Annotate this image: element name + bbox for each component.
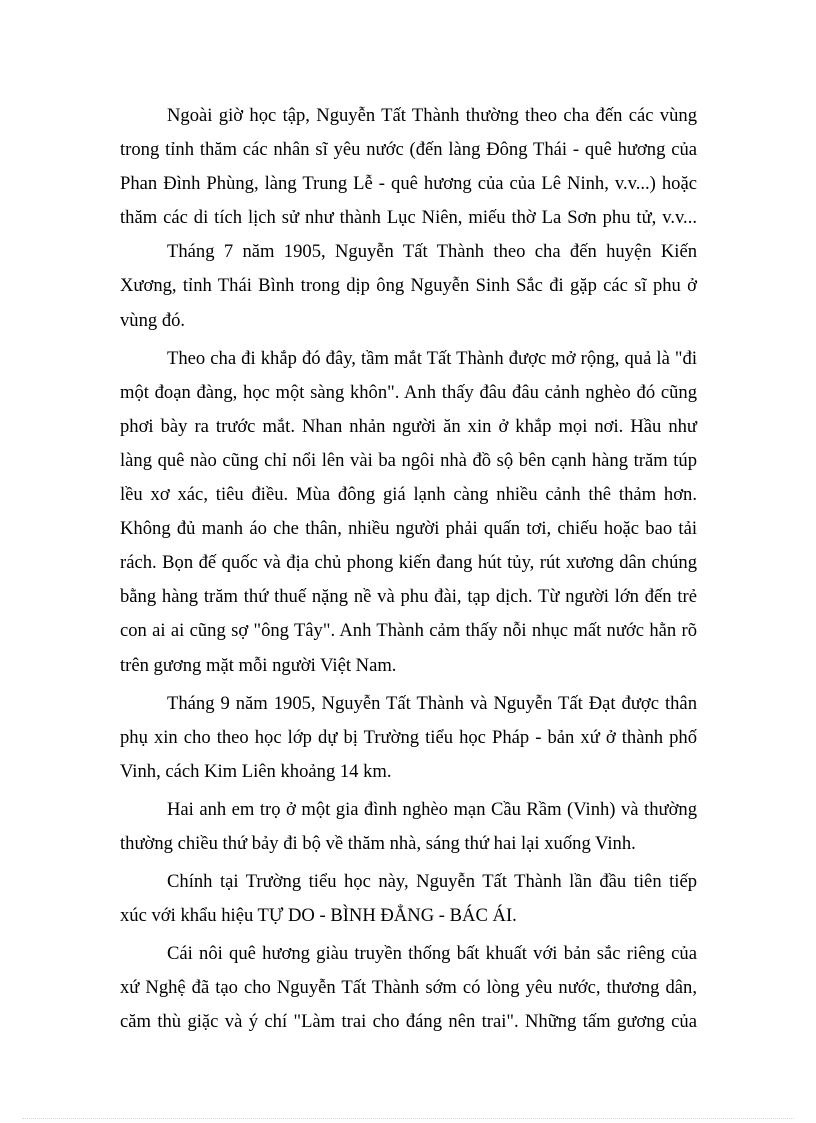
paragraph-line: Phan Đình Phùng, làng Trung Lễ - quê hương của của Lê Ninh, v.v...) hoặc: [120, 173, 697, 195]
page-bottom-edge: [22, 1118, 794, 1119]
paragraph-line: Vinh, cách Kim Liên khoảng 14 km.: [120, 760, 392, 782]
paragraph-5: [120, 793, 697, 861]
paragraph-line: trong tỉnh thăm các nhân sĩ yêu nước (đến làng Đông Thái - quê hương của: [120, 139, 697, 161]
paragraph-line: Xương, tỉnh Thái Bình trong dịp ông Nguyễn Sinh Sắc đi gặp các sĩ phu ở: [120, 275, 697, 297]
paragraph-line: một đoạn đàng, học một sàng khôn". Anh thấy đâu đâu cảnh nghèo đó cũng: [120, 381, 697, 403]
paragraph-line: Không đủ manh áo che thân, nhiều người phải quấn tơi, chiếu hoặc bao tải: [120, 518, 697, 540]
paragraph-line: xúc với khẩu hiệu TỰ DO - BÌNH ĐẲNG - BÁC ÁI.: [120, 905, 517, 927]
paragraph-line: vùng đó.: [120, 309, 186, 331]
paragraph-2: [120, 235, 697, 337]
paragraph-line: phơi bày ra trước mắt. Nhan nhản người ăn xin ở khắp mọi nơi. Hầu như: [120, 415, 697, 437]
paragraph-line: Chính tại Trường tiểu học này, Nguyễn Tất Thành lần đầu tiên tiếp: [167, 871, 697, 893]
paragraph-line: Cái nôi quê hương giàu truyền thống bất khuất với bản sắc riêng của: [167, 943, 697, 965]
paragraph-line: Tháng 7 năm 1905, Nguyễn Tất Thành theo cha đến huyện Kiến: [167, 241, 697, 263]
paragraph-line: Hai anh em trọ ở một gia đình nghèo mạn Cầu Rầm (Vinh) và thường: [167, 798, 697, 820]
paragraph-line: lều xơ xác, tiêu điều. Mùa đông giá lạnh càng nhiều cảnh thê thảm hơn.: [120, 484, 697, 506]
paragraph-line: bằng hàng trăm thứ thuế nặng nề và phu đài, tạp dịch. Từ người lớn đến trẻ: [120, 586, 697, 608]
paragraph-line: con ai ai cũng sợ "ông Tây". Anh Thành cảm thấy nỗi nhục mất nước hằn rõ: [120, 620, 697, 642]
paragraph-7: [120, 937, 697, 1039]
paragraph-line: xứ Nghệ đã tạo cho Nguyễn Tất Thành sớm có lòng yêu nước, thương dân,: [120, 977, 697, 999]
paragraph-1: [120, 99, 697, 235]
paragraph-line: Tháng 9 năm 1905, Nguyễn Tất Thành và Nguyễn Tất Đạt được thân: [167, 692, 697, 714]
paragraph-line: làng quê nào cũng chỉ nổi lên vài ba ngôi nhà đồ sộ bên cạnh hàng trăm túp: [120, 449, 697, 471]
paragraph-line: Theo cha đi khắp đó đây, tầm mắt Tất Thành được mở rộng, quả là "đi: [167, 347, 697, 369]
paragraph-4: [120, 687, 697, 789]
paragraph-3: [120, 342, 697, 683]
paragraph-line: thường chiều thứ bảy đi bộ về thăm nhà, sáng thứ hai lại xuống Vinh.: [120, 832, 636, 854]
paragraph-line: trên gương mặt mỗi người Việt Nam.: [120, 654, 397, 676]
paragraph-6: [120, 865, 697, 933]
paragraph-line: phụ xin cho theo học lớp dự bị Trường tiểu học Pháp - bản xứ ở thành phố: [120, 726, 697, 748]
paragraph-line: rách. Bọn đế quốc và địa chủ phong kiến đang hút tủy, rút xương dân chúng: [120, 552, 697, 574]
paragraph-line: căm thù giặc và ý chí "Làm trai cho đáng nên trai". Những tấm gương của: [120, 1011, 697, 1033]
paragraph-line: thăm các di tích lịch sử như thành Lục Niên, miếu thờ La Sơn phu tử, v.v...: [120, 207, 697, 229]
paragraph-line: Ngoài giờ học tập, Nguyễn Tất Thành thường theo cha đến các vùng: [167, 105, 697, 126]
document-body: [120, 99, 697, 1044]
